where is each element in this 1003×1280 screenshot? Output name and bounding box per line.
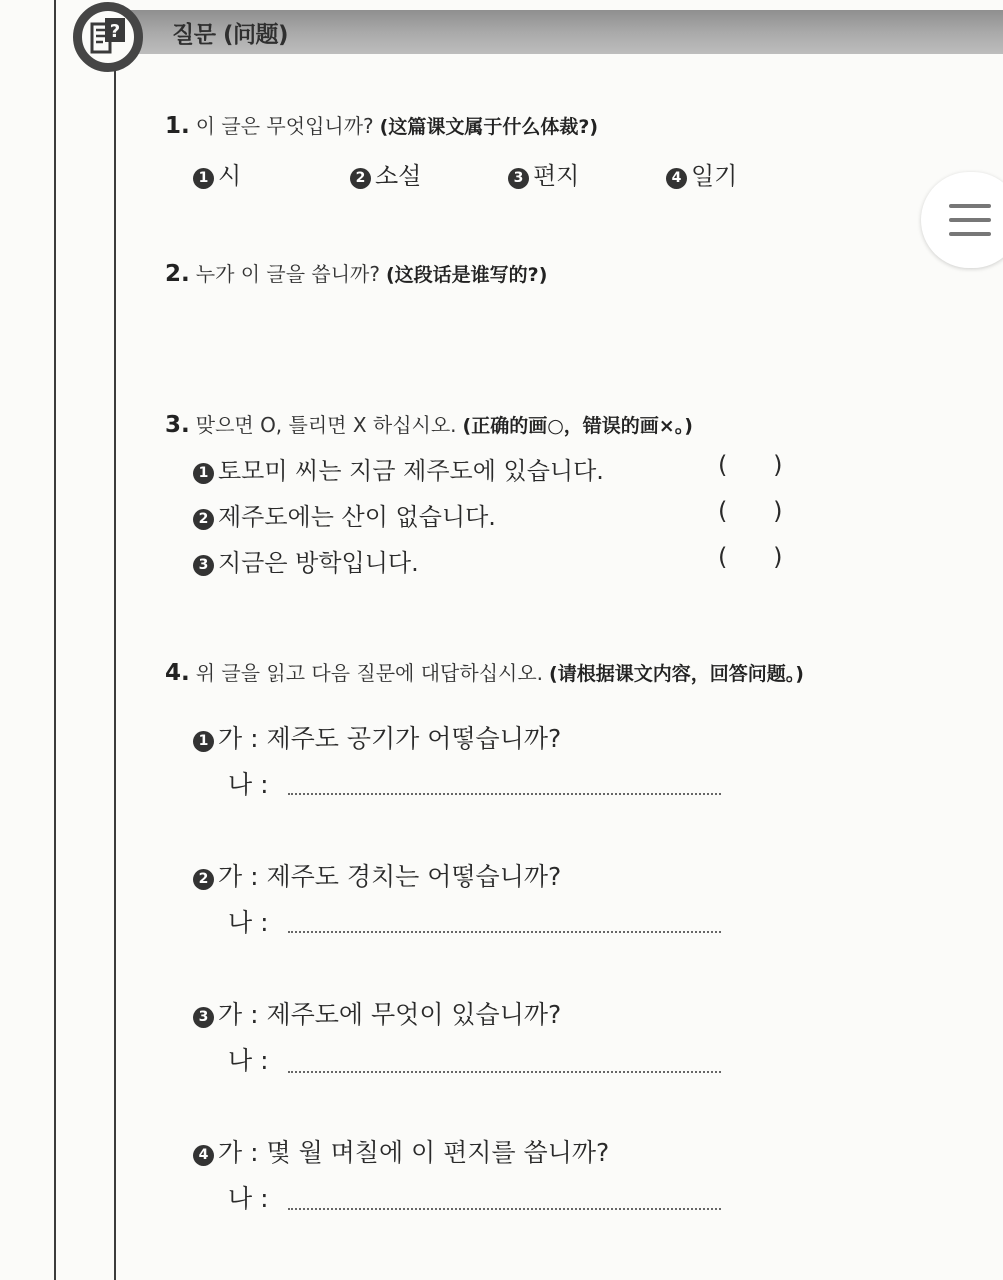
dialogue-text: 가 : 제주도 공기가 어떻습니까? <box>218 724 562 753</box>
statement-text: 토모미 씨는 지금 제주도에 있습니다. <box>218 457 604 485</box>
question-translation: (这篇课文属于什么体裁?) <box>379 116 599 138</box>
answer-line-3[interactable] <box>288 1071 721 1073</box>
statement-text: 제주도에는 산이 없습니다. <box>218 503 496 531</box>
question-number: 3. <box>165 412 190 438</box>
dialogue-marker: 3 <box>193 1007 214 1028</box>
choice-marker: 1 <box>193 168 214 189</box>
answer-label-4: 나 : <box>228 1184 269 1213</box>
statement-1 <box>193 451 604 486</box>
question-number: 1. <box>165 113 190 139</box>
statement-text: 지금은 방학입니다. <box>218 549 419 577</box>
choice-label: 편지 <box>533 162 580 190</box>
answer-parentheses-3[interactable]: ( ) <box>718 543 783 571</box>
dialogue-text: 가 : 제주도 경치는 어떻습니까? <box>218 862 562 891</box>
dialogue-marker: 4 <box>193 1145 214 1166</box>
question-text: 위 글을 읽고 다음 질문에 대답하십시오. <box>195 661 544 685</box>
statement-2 <box>193 497 496 532</box>
statement-marker: 1 <box>193 463 214 484</box>
choice-marker: 3 <box>508 168 529 189</box>
question-4 <box>165 657 804 686</box>
question-text: 맞으면 O, 틀리면 X 하십시오. <box>195 413 457 437</box>
choice-label: 시 <box>218 162 242 190</box>
menu-button[interactable] <box>921 172 1003 268</box>
dialogue-marker: 2 <box>193 869 214 890</box>
answer-label-2: 나 : <box>228 908 269 937</box>
answer-parentheses-1[interactable]: ( ) <box>718 451 783 479</box>
choice-marker: 4 <box>666 168 687 189</box>
choice-3[interactable] <box>508 156 579 191</box>
choice-label: 소설 <box>375 162 422 190</box>
question-translation: (请根据课文内容，回答问题。) <box>549 663 804 685</box>
section-title: 질문 (问题) <box>172 22 288 48</box>
answer-parentheses-2[interactable]: ( ) <box>718 497 783 525</box>
question-number: 2. <box>165 261 190 287</box>
choice-1[interactable] <box>193 156 241 191</box>
dialogue-text: 가 : 제주도에 무엇이 있습니까? <box>218 1000 562 1029</box>
dialogue-question-4 <box>193 1133 609 1169</box>
page-margin-rule <box>54 0 56 1280</box>
question-1 <box>165 110 598 139</box>
dialogue-text: 가 : 몇 월 며칠에 이 편지를 씁니까? <box>218 1138 610 1167</box>
statement-marker: 2 <box>193 509 214 530</box>
question-text: 누가 이 글을 씁니까? <box>195 262 380 286</box>
content-margin-rule <box>114 60 116 1280</box>
dialogue-marker: 1 <box>193 731 214 752</box>
answer-line-1[interactable] <box>288 793 721 795</box>
question-page-icon <box>88 16 128 58</box>
question-2 <box>165 258 547 287</box>
question-3 <box>165 409 693 438</box>
answer-line-2[interactable] <box>288 931 721 933</box>
statement-3 <box>193 543 419 578</box>
question-translation: (正确的画○，错误的画×。) <box>462 415 693 437</box>
answer-label-3: 나 : <box>228 1046 269 1075</box>
svg-text:?: ? <box>109 21 121 42</box>
answer-label-1: 나 : <box>228 770 269 799</box>
dialogue-question-2 <box>193 857 561 893</box>
answer-line-4[interactable] <box>288 1208 721 1210</box>
dialogue-question-1 <box>193 719 561 755</box>
dialogue-question-3 <box>193 995 561 1031</box>
choice-2[interactable] <box>350 156 421 191</box>
question-text: 이 글은 무엇입니까? <box>195 114 374 138</box>
question-translation: (这段话是谁写的?) <box>386 264 548 286</box>
statement-marker: 3 <box>193 555 214 576</box>
choice-label: 일기 <box>691 162 738 190</box>
question-number: 4. <box>165 660 190 686</box>
choice-4[interactable] <box>666 156 737 191</box>
choice-marker: 2 <box>350 168 371 189</box>
